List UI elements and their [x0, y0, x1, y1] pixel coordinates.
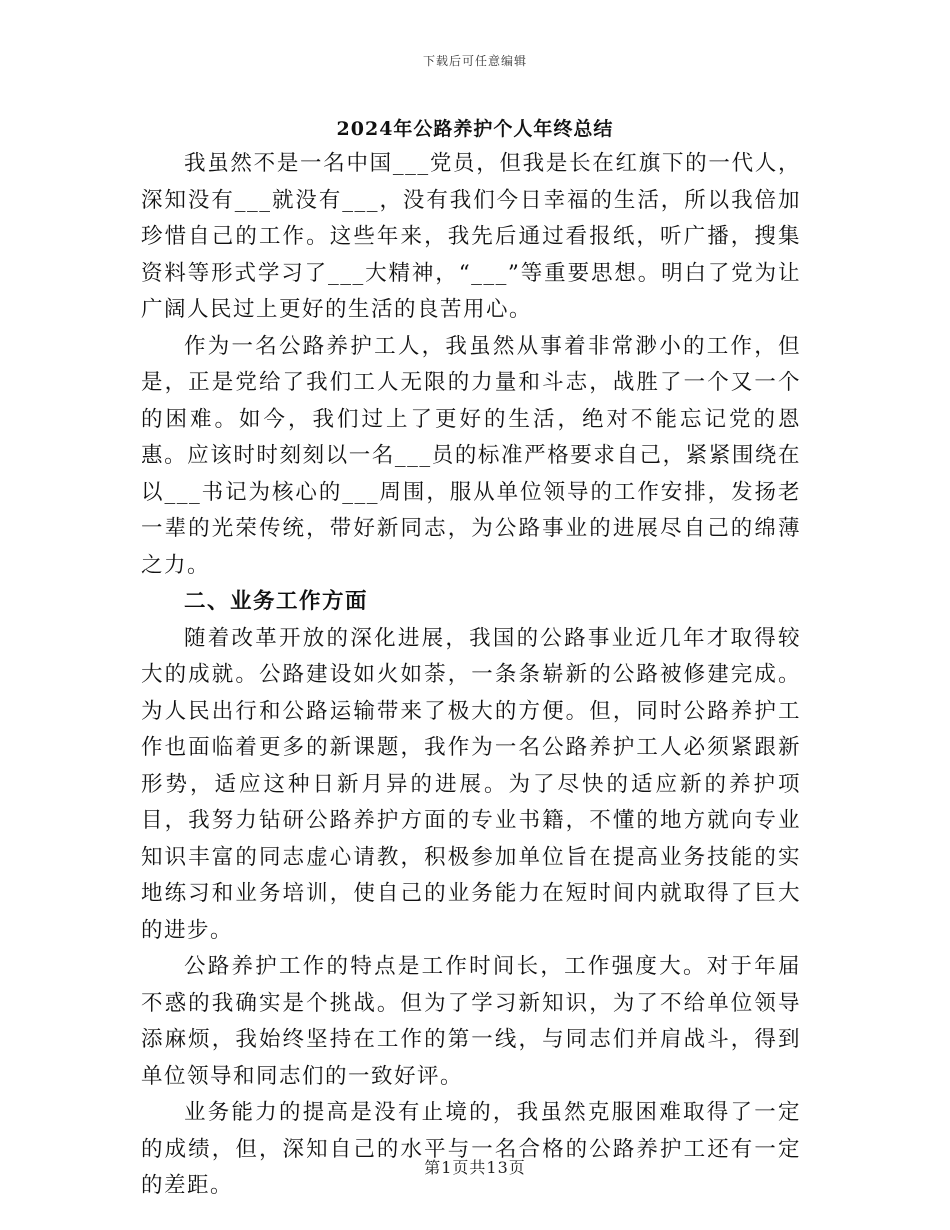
paragraph: 我虽然不是一名中国___党员，但我是长在红旗下的一代人，深知没有___就没有___，没有我们今日幸福的生活，所以我倍加珍惜自己的工作。这些年来，我先后通过看报纸，听广播，搜集资料等形式学习了___大精神，“___”等重要思想。明白了党为让广阔人民过上更好的生活的良苦用心。 [141, 151, 801, 322]
paragraph: 公路养护工作的特点是工作时间长，工作强度大。对于年届不惑的我确实是个挑战。但为了学习新知识，为了不给单位领导添麻烦，我始终坚持在工作的第一线，与同志们并肩战斗，得到单位领导和同志们的一致好评。 [141, 954, 801, 1089]
paragraph: 业务能力的提高是没有止境的，我虽然克服困难取得了一定的成绩，但，深知自己的水平与一名合格的公路养护工还有一定的差距。 [141, 1100, 801, 1198]
document-title: 2024年公路养护个人年终总结 [336, 118, 614, 140]
paragraph: 作为一名公路养护工人，我虽然从事着非常渺小的工作，但是，正是党给了我们工人无限的力量和斗志，战胜了一个又一个的困难。如今，我们过上了更好的生活，绝对不能忘记党的恩惠。应该时时刻刻以一名___员的标准严格要求自己，紧紧围绕在以___书记为核心的___周围，服从单位领导的工作安排，发扬老一辈的光荣传统，带好新同志，为公路事业的进展尽自己的绵薄之力。 [141, 333, 801, 578]
header-note: 下载后可任意编辑 [422, 54, 527, 68]
section-heading: 二、业务工作方面 [184, 589, 369, 614]
paragraph: 随着改革开放的深化进展，我国的公路事业近几年才取得较大的成就。公路建设如火如荼，一条条崭新的公路被修建完成。为人民出行和公路运输带来了极大的方便。但，同时公路养护工作也面临着更多的新课题，我作为一名公路养护工人必须紧跟新形势，适应这种日新月异的进展。为了尽快的适应新的养护项目，我努力钻研公路养护方面的专业书籍，不懂的地方就向专业知识丰富的同志虚心请教，积极参加单位旨在提高业务技能的实地练习和业务培训，使自己的业务能力在短时间内就取得了巨大的进步。 [141, 625, 801, 943]
document-body [141, 146, 801, 1205]
page-number: 第1页共13页 [424, 1158, 526, 1177]
